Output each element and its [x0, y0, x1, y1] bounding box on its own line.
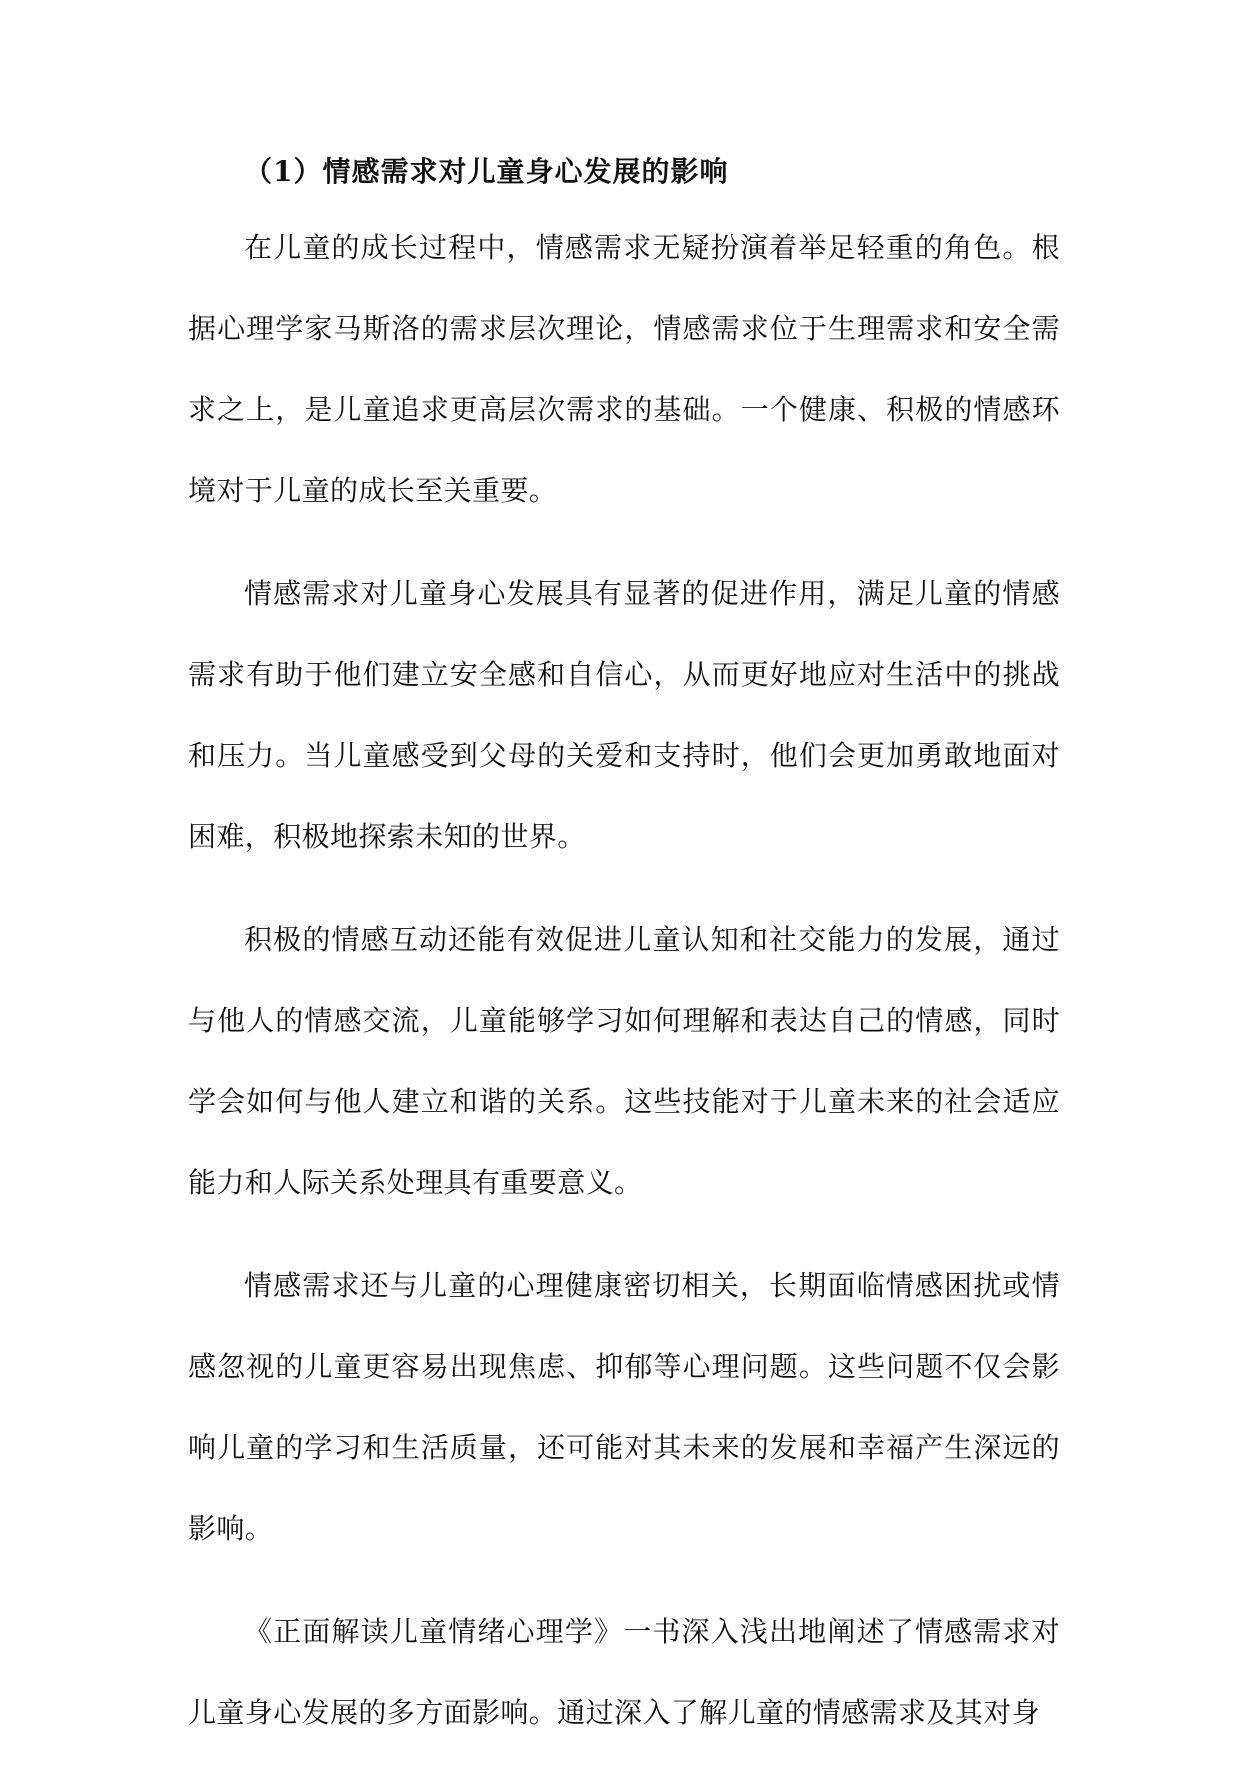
paragraph: 情感需求对儿童身心发展具有显著的促进作用，满足儿童的情感需求有助于他们建立安全感和自信心，从而更好地应对生活中的挑战和压力。当儿童感受到父母的关爱和支持时，他们会更加勇敢地面对困难，积极地探索未知的世界。: [188, 577, 1060, 853]
paragraph: 积极的情感互动还能有效促进儿童认知和社交能力的发展，通过与他人的情感交流，儿童能够学习如何理解和表达自己的情感，同时学会如何与他人建立和谐的关系。这些技能对于儿童未来的社会适应能力和人际关系处理具有重要意义。: [188, 923, 1060, 1199]
paragraph: 情感需求还与儿童的心理健康密切相关，长期面临情感困扰或情感忽视的儿童更容易出现焦虑、抑郁等心理问题。这些问题不仅会影响儿童的学习和生活质量，还可能对其未来的发展和幸福产生深远的影响。: [188, 1269, 1060, 1545]
paragraph: 《正面解读儿童情绪心理学》一书深入浅出地阐述了情感需求对儿童身心发展的多方面影响。通过深入了解儿童的情感需求及其对身: [188, 1615, 1060, 1729]
document-body: [188, 207, 1060, 1775]
paragraph: 在儿童的成长过程中，情感需求无疑扮演着举足轻重的角色。根据心理学家马斯洛的需求层次理论，情感需求位于生理需求和安全需求之上，是儿童追求更高层次需求的基础。一个健康、积极的情感环境对于儿童的成长至关重要。: [188, 231, 1060, 507]
section-heading: （1）情感需求对儿童身心发展的影响: [244, 155, 729, 188]
